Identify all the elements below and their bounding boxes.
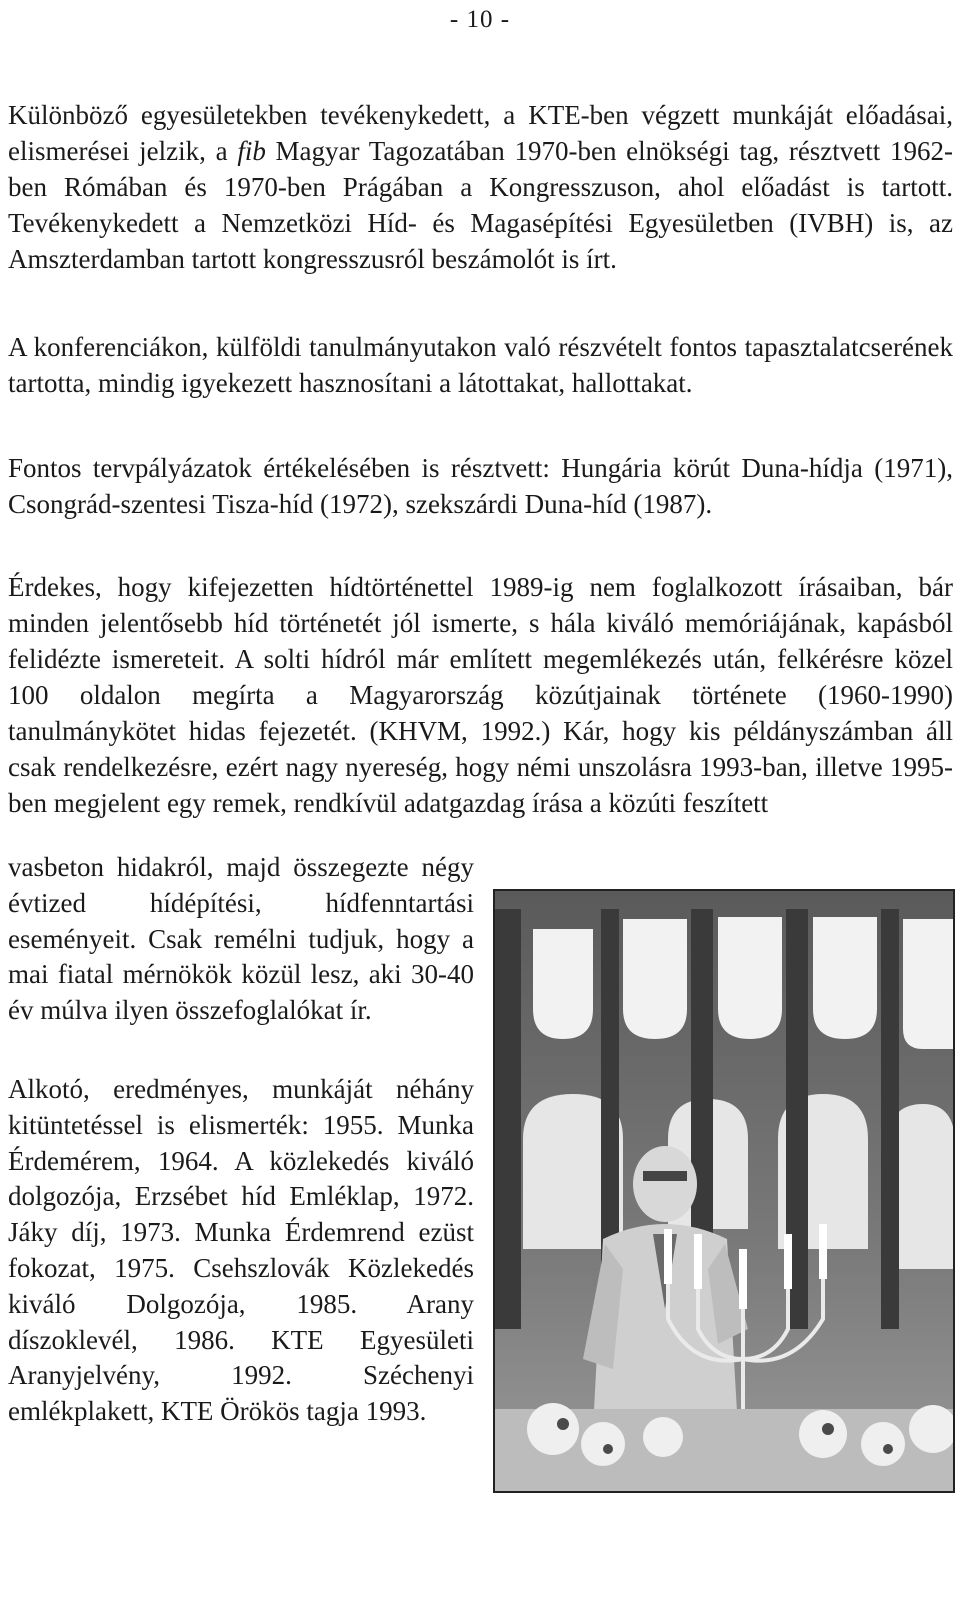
paragraph-5: vasbeton hidakról, majd összegezte négy évtized hídépítési, hídfenntartási eseményeit. Csak remélni tudjuk, hogy a mai fiatal mérnökök közül lesz, aki 30-40 év múlva ilyen összefoglalókat ír.: [8, 852, 474, 1026]
paragraph-2: A konferenciákon, külföldi tanulmányutakon való részvételt fontos tapasztalatcserének tartotta, mindig igyekezett hasznosítani a látottakat, hallottakat.: [8, 332, 953, 398]
paragraph-4: Érdekes, hogy kifejezetten hídtörténettel 1989-ig nem foglalkozott írásaiban, bár minden jelentősebb híd történetét jól ismerte, s hála kiváló memóriájának, kapásból felidézte ismereteit. A solti hídról már említett megemlékezés után, felkérésre közel 100 oldalon megírta a Magyarország közútjainak története (1960-1990) tanulmánykötet hidas fejezetét. (KHVM, 1992.) Kár, hogy kis példányszámban áll csak rendelkezésre, ezért nagy nyereség, hogy némi unszolásra 1993-ban, illetve 1995-ben megjelent egy remek, rendkívül adatgazdag írása a közúti feszített: [8, 572, 953, 818]
paragraph-1: [8, 97, 953, 277]
fib-italic: fib: [237, 136, 266, 166]
paragraph-6: Alkotó, eredményes, munkáját néhány kitüntetéssel is elismerték: 1955. Munka Érdemérem, 1964. A közlekedés kiváló dolgozója, Erzsébet híd Emléklap, 1972. Jáky díj, 1973. Munka Érdemrend ezüst fokozat, 1975. Csehszlovák Közlekedés kiváló Dolgozója, 1985. Arany díszoklevél, 1986. KTE Egyesületi Aranyjelvény, 1992. Széchenyi emlékplakett, KTE Örökös tagja 1993.: [8, 1074, 474, 1427]
ceremony-photo: [493, 889, 955, 1493]
paragraph-1-text-a: Különböző egyesületekben tevékenykedett, a KTE-ben végzett munkáját előadásai, elismerései jelzik, a: [8, 100, 953, 166]
paragraph-3: Fontos tervpályázatok értékelésében is résztvett: Hungária körút Duna-hídja (1971), Csongrád-szentesi Tisza-híd (1972), szekszárdi Duna-híd (1987).: [8, 453, 953, 519]
paragraph-1-text-b: Magyar Tagozatában 1970-ben elnökségi tag, résztvett 1962-ben Rómában és 1970-ben Prágában a Kongresszuson, ahol előadást is tartott. Tevékenykedett a Nemzetközi Híd- és Magasépítési Egyesületben (IVBH) is, az Amszterdamban tartott kongresszusról beszámolót is írt.: [8, 136, 953, 274]
page-number: - 10 -: [449, 6, 511, 33]
